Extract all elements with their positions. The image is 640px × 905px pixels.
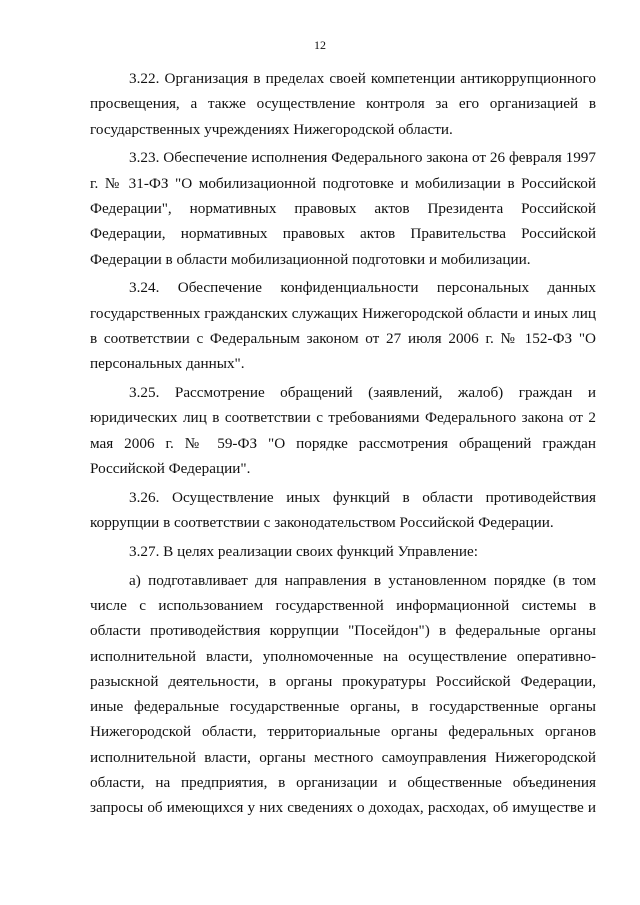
paragraph-3-27: 3.27. В целях реализации своих функций Управление: (129, 542, 478, 560)
paragraph-3-22: 3.22. Организация в пределах своей компетенции антикоррупционного просвещения, а также осуществление контроля за его организацией в государственных учреждениях Нижегородской области. (90, 70, 596, 138)
paragraph-3-25: 3.25. Рассмотрение обращений (заявлений, жалоб) граждан и юридических лиц в соответствии с требованиями Федерального закона от 2 мая 2006 г. № 59-ФЗ "О порядке рассмотрения обращений граждан Российской Федерации". (90, 384, 596, 477)
document-body (90, 66, 596, 821)
page-number: 12 (314, 38, 326, 52)
paragraph-3-27-a: а) подготавливает для направления в установленном порядке (в том числе с использованием государственной информационной системы в области противодействия коррупции "Посейдон") в федеральные органы исполнительной власти, уполномоченные на осуществление оперативно-разыскной деятельности, в органы прокуратуры Российской Федерации, иные федеральные государственные органы, в государственные органы Нижегородской области, территориальные органы федеральных органов исполнительной власти, органы местного самоуправления Нижегородской области, на предприятия, в организации и общественные объединения запросы об имеющихся у них сведениях о доходах, расходах, об имуществе и (90, 571, 596, 817)
paragraph-3-26: 3.26. Осуществление иных функций в области противодействия коррупции в соответствии с законодательством Российской Федерации. (90, 488, 596, 532)
paragraph-3-23: 3.23. Обеспечение исполнения Федерального закона от 26 февраля 1997 г. № 31-ФЗ "О мобилизационной подготовке и мобилизации в Российской Федерации", нормативных правовых актов Президента Российской Федерации, нормативных правовых актов Правительства Российской Федерации в области мобилизационной подготовки и мобилизации. (90, 149, 596, 268)
paragraph-3-24: 3.24. Обеспечение конфиденциальности персональных данных государственных гражданских служащих Нижегородской области и иных лиц в соответствии с Федеральным законом от 27 июля 2006 г. № 152-ФЗ "О персональных данных". (90, 279, 596, 373)
